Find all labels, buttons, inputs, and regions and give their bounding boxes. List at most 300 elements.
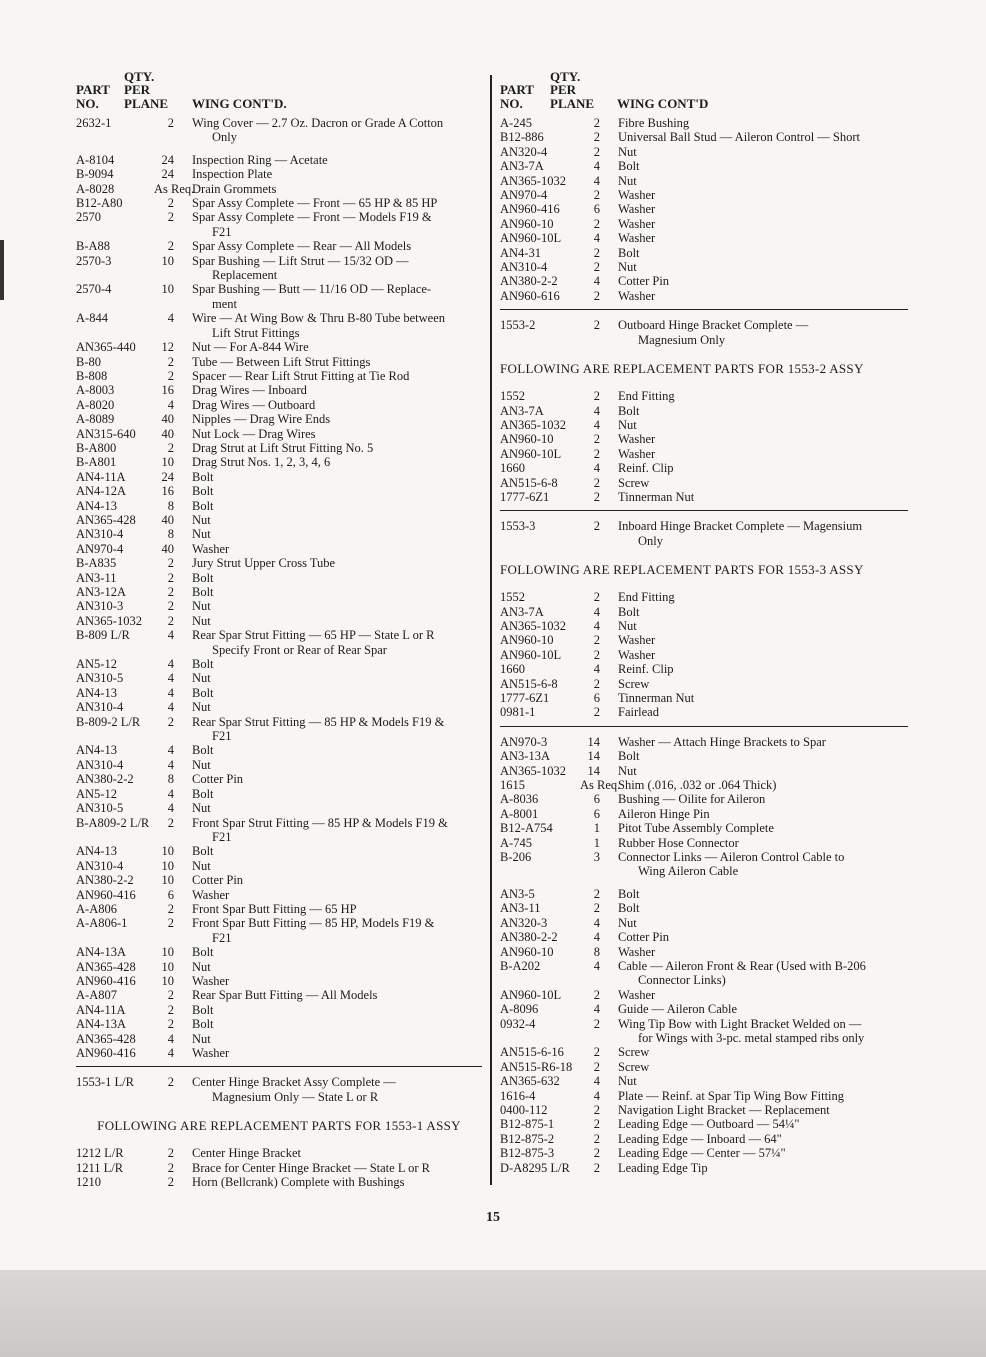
description-continuation: Specify Front or Rear of Rear Spar [212, 642, 387, 657]
quantity: 6 [593, 202, 600, 217]
description-text: Washer — Attach Hinge Brackets to Spar [618, 734, 826, 749]
description [618, 274, 908, 288]
parts-list [500, 519, 908, 548]
row-gap [500, 879, 908, 887]
quantity: 4 [593, 461, 600, 476]
part-row [500, 1017, 908, 1046]
description [618, 850, 908, 879]
part-row [76, 902, 482, 916]
description [618, 945, 908, 959]
description-text: Bolt [192, 498, 214, 513]
part-number: AN960-10L [500, 647, 562, 662]
description [618, 217, 908, 231]
part-row [76, 167, 482, 181]
part-number: AN960-10 [500, 216, 554, 231]
description-text: Spar Assy Complete — Rear — All Models [192, 239, 412, 254]
quantity: 2 [167, 570, 174, 585]
description-text: Bolt [618, 749, 640, 764]
part-row [76, 556, 482, 570]
part-row [500, 318, 908, 347]
description [192, 254, 482, 283]
description-text: Nut [192, 700, 211, 715]
quantity: 4 [167, 1046, 174, 1060]
description-text: Bolt [618, 886, 640, 901]
quantity: 2 [167, 585, 174, 599]
description [192, 153, 482, 167]
description-text: Drag Wires — Inboard [192, 383, 307, 398]
quantity: 2 [593, 519, 600, 534]
part-number: AN365-1032 [76, 613, 142, 628]
quantity: 2 [167, 210, 174, 225]
description-text: Center Hinge Bracket Assy Complete — [192, 1075, 396, 1090]
quantity: 2 [593, 1102, 600, 1117]
replacement-section-heading: FOLLOWING ARE REPLACEMENT PARTS FOR 1553-3 ASSY [500, 562, 864, 578]
description-text: Washer [192, 541, 230, 556]
quantity: 4 [167, 671, 174, 686]
part-number: 0981-1 [500, 705, 536, 720]
quantity: As Req. [580, 778, 621, 793]
description [192, 383, 482, 397]
quantity: 16 [161, 484, 174, 499]
description-text: Inspection Plate [192, 167, 273, 182]
description-text: Rear Spar Butt Fitting — All Models [192, 988, 378, 1003]
description-text: Bolt [192, 945, 214, 960]
part-row [76, 1032, 482, 1046]
description [192, 369, 482, 383]
quantity: 2 [593, 590, 600, 605]
part-number: AN310-4 [76, 527, 124, 542]
page-shadow [0, 1270, 986, 1357]
part-number: A-745 [500, 835, 532, 850]
description-text: Drag Strut Nos. 1, 2, 3, 4, 6 [192, 455, 331, 470]
parts-list [500, 389, 908, 504]
description-text: Front Spar Butt Fitting — 85 HP, Models F19 & [192, 916, 435, 931]
part-row [500, 1117, 908, 1131]
description-text: Nut [192, 757, 211, 772]
quantity: 4 [167, 1031, 174, 1046]
part-row [76, 1003, 482, 1017]
part-number: AN960-616 [500, 288, 560, 303]
description-text: Bolt [192, 469, 214, 484]
quantity: 4 [593, 1074, 600, 1089]
part-number: 1552 [500, 590, 525, 605]
description [192, 772, 482, 786]
description-text: Nut [618, 618, 637, 633]
part-number: AN960-10L [500, 231, 562, 246]
section-title: WING CONT'D [617, 96, 709, 111]
part-row [500, 447, 908, 461]
part-row [76, 787, 482, 801]
part-row [76, 282, 482, 311]
part-row [500, 461, 908, 475]
description [192, 527, 482, 541]
part-number: AN515-R6-18 [500, 1059, 573, 1074]
part-number: 1615 [500, 778, 525, 793]
part-number: B-206 [500, 850, 532, 865]
quantity: 8 [167, 772, 174, 787]
quantity: 2 [593, 446, 600, 461]
description [618, 590, 908, 604]
part-row [76, 859, 482, 873]
description [192, 571, 482, 585]
quantity: 10 [161, 959, 174, 974]
part-number: AN3-7A [500, 403, 544, 418]
part-row [76, 499, 482, 513]
description-text: Cable — Aileron Front & Rear (Used with B-206 [618, 958, 866, 973]
part-row [76, 873, 482, 887]
description-text: Washer [618, 188, 656, 203]
part-row [76, 888, 482, 902]
part-number: A-A807 [76, 988, 117, 1003]
description [618, 1117, 908, 1131]
description [192, 441, 482, 455]
description [192, 700, 482, 714]
quantity: 2 [167, 1146, 174, 1161]
quantity: 4 [593, 1002, 600, 1017]
description-text: Inboard Hinge Bracket Complete — Magensium [618, 519, 863, 534]
description [192, 1146, 482, 1160]
description-text: Leading Edge Tip [618, 1160, 708, 1175]
part-row [76, 513, 482, 527]
part-row [76, 340, 482, 354]
part-number: AN4-11A [76, 1002, 126, 1017]
description-text: Bolt [192, 743, 214, 758]
quantity: 2 [593, 318, 600, 333]
part-row [76, 470, 482, 484]
part-row [76, 974, 482, 988]
description [192, 988, 482, 1002]
part-row [500, 850, 908, 879]
description [192, 427, 482, 441]
part-number: AN515-6-8 [500, 475, 558, 490]
description [618, 735, 908, 749]
description-text: Drag Strut at Lift Strut Fitting No. 5 [192, 440, 374, 455]
description-text: Nipples — Drag Wire Ends [192, 412, 331, 427]
part-row [500, 959, 908, 988]
description [618, 821, 908, 835]
part-number: B12-A754 [500, 821, 553, 836]
quantity: 2 [167, 901, 174, 916]
quantity: 2 [593, 1045, 600, 1060]
description-text: Pitot Tube Assembly Complete [618, 821, 774, 836]
description-text: Nut [618, 144, 637, 159]
part-number: A-8028 [76, 181, 115, 196]
description [192, 916, 482, 945]
part-row [76, 412, 482, 426]
header-plane: PLANE [550, 96, 595, 111]
part-number: AN960-10 [500, 432, 554, 447]
quantity: 2 [593, 633, 600, 648]
quantity: 4 [593, 403, 600, 418]
part-row [500, 945, 908, 959]
quantity: 2 [167, 1175, 174, 1190]
description [618, 1103, 908, 1117]
description [618, 130, 908, 144]
part-row [500, 246, 908, 260]
part-row [76, 369, 482, 383]
description [192, 960, 482, 974]
quantity: 2 [167, 815, 174, 830]
quantity: 2 [593, 705, 600, 720]
description-text: Bolt [618, 159, 640, 174]
description [192, 816, 482, 845]
quantity: 8 [167, 527, 174, 542]
description-text: Washer [618, 987, 656, 1002]
part-row [500, 735, 908, 749]
part-row [76, 816, 482, 845]
description [618, 1132, 908, 1146]
part-row [500, 1103, 908, 1117]
description [192, 844, 482, 858]
description [618, 662, 908, 676]
description-text: Washer [618, 432, 656, 447]
quantity: 2 [593, 288, 600, 303]
section-title: WING CONT'D. [192, 96, 287, 111]
quantity: 8 [167, 498, 174, 513]
header-qty: QTY. [550, 69, 581, 84]
description [192, 671, 482, 685]
part-row [500, 807, 908, 821]
description [618, 778, 908, 792]
description [618, 633, 908, 647]
quantity: 4 [593, 958, 600, 973]
description-text: Nut [192, 599, 211, 614]
description-text: Fairlead [618, 705, 659, 720]
part-row [76, 383, 482, 397]
part-row [500, 1161, 908, 1175]
description [618, 159, 908, 173]
quantity: 4 [593, 159, 600, 174]
part-number: AN310-4 [76, 858, 124, 873]
part-row [76, 484, 482, 498]
description-text: Tinnerman Nut [618, 489, 695, 504]
header-qty: QTY. [124, 69, 155, 84]
part-number: 2632-1 [76, 116, 112, 130]
part-number: B-808 [76, 368, 108, 383]
part-number: A-8089 [76, 412, 115, 427]
part-number: AN380-2-2 [76, 772, 134, 787]
description [618, 930, 908, 944]
part-number: 1777-6Z1 [500, 691, 550, 705]
part-row [500, 202, 908, 216]
part-row [500, 145, 908, 159]
parts-list [500, 590, 908, 720]
part-number: B12-875-1 [500, 1117, 555, 1132]
description [618, 231, 908, 245]
part-row [500, 130, 908, 144]
replacement-section-heading: FOLLOWING ARE REPLACEMENT PARTS FOR 1553-1 ASSY [97, 1118, 461, 1134]
description-text: Nut [618, 763, 637, 778]
description-text: Bolt [192, 844, 214, 859]
part-row [76, 527, 482, 541]
description-text: Nut [192, 1031, 211, 1046]
part-number: B12-875-2 [500, 1131, 555, 1146]
description-text: Navigation Light Bracket — Replacement [618, 1102, 830, 1117]
description [618, 246, 908, 260]
part-number: AN380-2-2 [76, 873, 134, 888]
quantity: 24 [161, 469, 174, 484]
part-number: B-809 L/R [76, 628, 130, 643]
description-text: Nut [618, 417, 637, 432]
description-continuation: F21 [212, 729, 232, 744]
description-text: Outboard Hinge Bracket Complete — [618, 318, 809, 333]
description [192, 902, 482, 916]
description-text: Washer [618, 633, 656, 648]
description-text: Nut [192, 512, 211, 527]
description-continuation: Lift Strut Fittings [212, 325, 300, 340]
quantity: 10 [161, 945, 174, 960]
quantity: 1 [593, 835, 600, 850]
column-divider [490, 75, 492, 1185]
description-text: Washer [618, 216, 656, 231]
description-text: Jury Strut Upper Cross Tube [192, 556, 336, 571]
description-text: Cotter Pin [192, 772, 244, 787]
description [618, 792, 908, 806]
part-row [76, 585, 482, 599]
description-text: Bolt [192, 1002, 214, 1017]
description-continuation: Magnesium Only — State L or R [212, 1089, 379, 1104]
quantity: 2 [593, 1146, 600, 1161]
description-text: End Fitting [618, 590, 675, 605]
description-text: Nut [618, 915, 637, 930]
description [192, 888, 482, 902]
description-continuation: Only [212, 130, 237, 145]
part-number: A-8104 [76, 152, 115, 167]
quantity: 2 [593, 245, 600, 260]
divider [76, 1066, 482, 1067]
quantity: 4 [593, 231, 600, 246]
part-row [500, 389, 908, 403]
description [618, 1002, 908, 1016]
part-number: B-A202 [500, 958, 541, 973]
part-number: AN4-13A [76, 945, 126, 960]
description-text: Leading Edge — Inboard — 64" [618, 1131, 782, 1146]
divider [500, 510, 908, 511]
description [618, 749, 908, 763]
description-text: Bolt [618, 604, 640, 619]
quantity: 1 [593, 821, 600, 836]
description-text: Bolt [618, 403, 640, 418]
column-header [500, 70, 908, 116]
part-number: AN960-10L [500, 446, 562, 461]
part-row [500, 705, 908, 719]
part-number: 1210 [76, 1175, 101, 1190]
part-row [76, 801, 482, 815]
description-text: Bolt [192, 657, 214, 672]
part-number: AN310-4 [76, 700, 124, 715]
quantity: 4 [593, 662, 600, 677]
part-number: A-A806-1 [76, 916, 128, 931]
part-number: AN4-13 [76, 498, 117, 513]
description [618, 677, 908, 691]
quantity: 4 [593, 604, 600, 619]
description [618, 1146, 908, 1160]
description [618, 1060, 908, 1074]
part-number: 1553-1 L/R [76, 1075, 134, 1090]
quantity: 40 [161, 541, 174, 556]
header-plane: PLANE [124, 96, 169, 111]
part-number: AN4-13 [76, 844, 117, 859]
part-row [76, 657, 482, 671]
quantity: 2 [593, 432, 600, 447]
part-number: A-844 [76, 311, 108, 326]
description [618, 188, 908, 202]
description-text: Washer [618, 288, 656, 303]
quantity: 2 [593, 676, 600, 691]
description-continuation: Connector Links) [638, 973, 726, 988]
description-text: Wing Tip Bow with Light Bracket Welded on — [618, 1016, 862, 1031]
quantity: 6 [167, 887, 174, 902]
quantity: 6 [593, 806, 600, 821]
part-number: AN365-1032 [500, 763, 566, 778]
part-row [76, 210, 482, 239]
description [618, 418, 908, 432]
parts-list [76, 1075, 482, 1104]
part-number: 1660 [500, 662, 525, 677]
part-number: AN515-6-8 [500, 676, 558, 691]
description [192, 167, 482, 181]
quantity: 2 [593, 475, 600, 490]
part-row [76, 542, 482, 556]
quantity: 2 [593, 144, 600, 159]
description-text: Connector Links — Aileron Control Cable to [618, 850, 845, 865]
part-row [500, 260, 908, 274]
description [192, 715, 482, 744]
quantity: 16 [161, 383, 174, 398]
part-row [500, 836, 908, 850]
description [192, 873, 482, 887]
description-text: Tinnerman Nut [618, 691, 695, 705]
part-row [500, 764, 908, 778]
part-number: AN4-13A [76, 1017, 126, 1032]
part-row [500, 887, 908, 901]
part-row [500, 1045, 908, 1059]
quantity: 10 [161, 455, 174, 470]
quantity: 2 [593, 188, 600, 203]
description-text: Center Hinge Bracket [192, 1146, 301, 1161]
part-row [76, 254, 482, 283]
description-text: Nut [192, 613, 211, 628]
description [192, 758, 482, 772]
quantity: 8 [593, 944, 600, 959]
description [192, 556, 482, 570]
description-text: Spar Bushing — Butt — 11/16 OD — Replace- [192, 282, 432, 297]
part-number: AN310-4 [76, 757, 124, 772]
header-per: PER [550, 82, 576, 97]
part-number: A-8096 [500, 1002, 539, 1017]
part-number: A-8003 [76, 383, 115, 398]
part-row [76, 153, 482, 167]
part-number: AN3-11 [500, 901, 541, 916]
quantity: 12 [161, 340, 174, 355]
description [618, 432, 908, 446]
part-number: AN960-10 [500, 944, 554, 959]
description [192, 1032, 482, 1046]
quantity: 2 [167, 196, 174, 211]
description-text: Washer [618, 446, 656, 461]
part-row [76, 916, 482, 945]
part-number: 1616-4 [500, 1088, 536, 1103]
description-text: Reinf. Clip [618, 461, 674, 476]
description [192, 499, 482, 513]
part-number: 1211 L/R [76, 1160, 124, 1175]
description [618, 901, 908, 915]
description-continuation: ment [212, 296, 237, 311]
quantity: 2 [593, 260, 600, 275]
description [192, 398, 482, 412]
part-number: AN3-11 [76, 570, 117, 585]
part-row [76, 758, 482, 772]
